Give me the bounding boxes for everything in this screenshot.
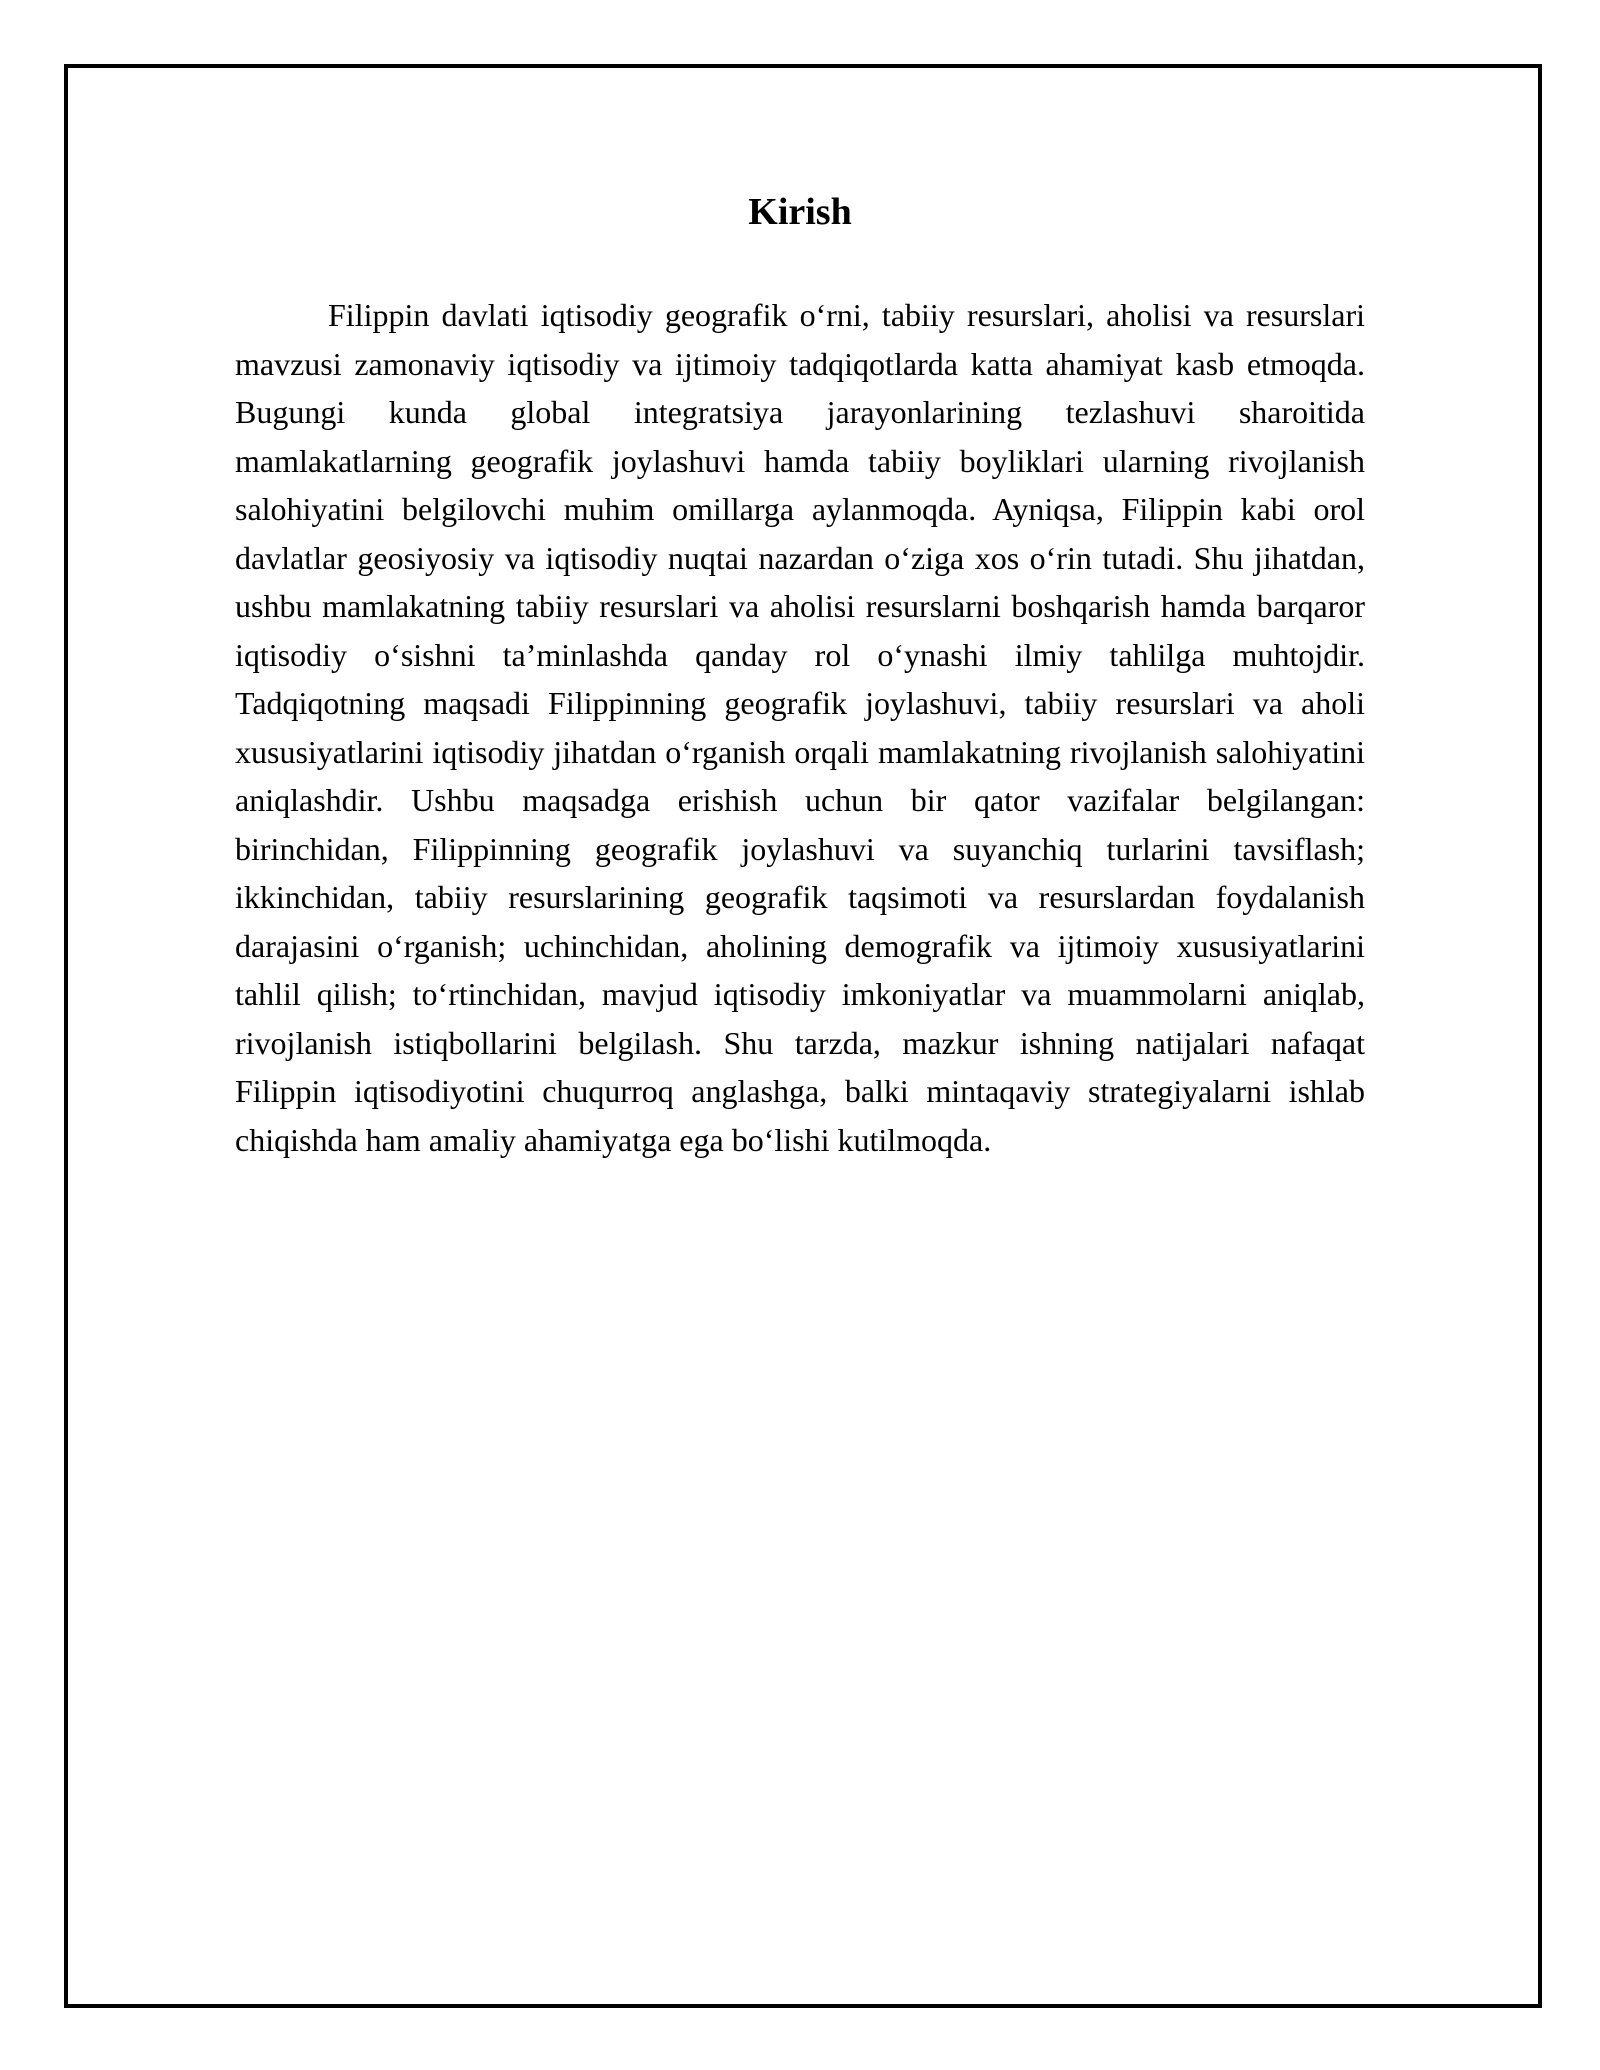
intro-paragraph: Filippin davlati iqtisodiy geografik o‘rni, tabiiy resurslari, aholisi va resurslari mavzusi zamonaviy iqtisodiy va ijtimoiy tadqiqotlarda katta ahamiyat kasb etmoqda. Bugungi kunda global integratsiya jarayonlarining tezlashuvi sharoitida mamlakatlarning geografik joylashuvi hamda tabiiy boyliklari ularning rivojlanish salohiyatini belgilovchi muhim omillarga aylanmoqda. Ayniqsa, Filippin kabi orol davlatlar geosiyosiy va iqtisodiy nuqtai nazardan o‘ziga xos o‘rin tutadi. Shu jihatdan, ushbu mamlakatning tabiiy resurslari va aholisi resurslarni boshqarish hamda barqaror iqtisodiy o‘sishni ta’minlashda qanday rol o‘ynashi ilmiy tahlilga muhtojdir. Tadqiqotning maqsadi Filippinning geografik joylashuvi, tabiiy resurslari va aholi xususiyatlarini iqtisodiy jihatdan o‘rganish orqali mamlakatning rivojlanish salohiyatini aniqlashdir. Ushbu maqsadga erishish uchun bir qator vazifalar belgilangan: birinchidan, Filippinning geografik joylashuvi va suyanchiq turlarini tavsiflash; ikkinchidan, tabiiy resurslarining geografik taqsimoti va resurslardan foydalanish darajasini o‘rganish; uchinchidan, aholining demografik va ijtimoiy xususiyatlarini tahlil qilish; to‘rtinchidan, mavjud iqtisodiy imkoniyatlar va muammolarni aniqlab, rivojlanish istiqbollarini belgilash. Shu tarzda, mazkur ishning natijalari nafaqat Filippin iqtisodiyotini chuqurroq anglashga, balki mintaqaviy strategiyalarni ishlab chiqishda ham amaliy ahamiyatga ega bo‘lishi kutilmoqda. bbox=[235, 297, 1365, 1158]
page-title: Kirish bbox=[748, 191, 852, 233]
